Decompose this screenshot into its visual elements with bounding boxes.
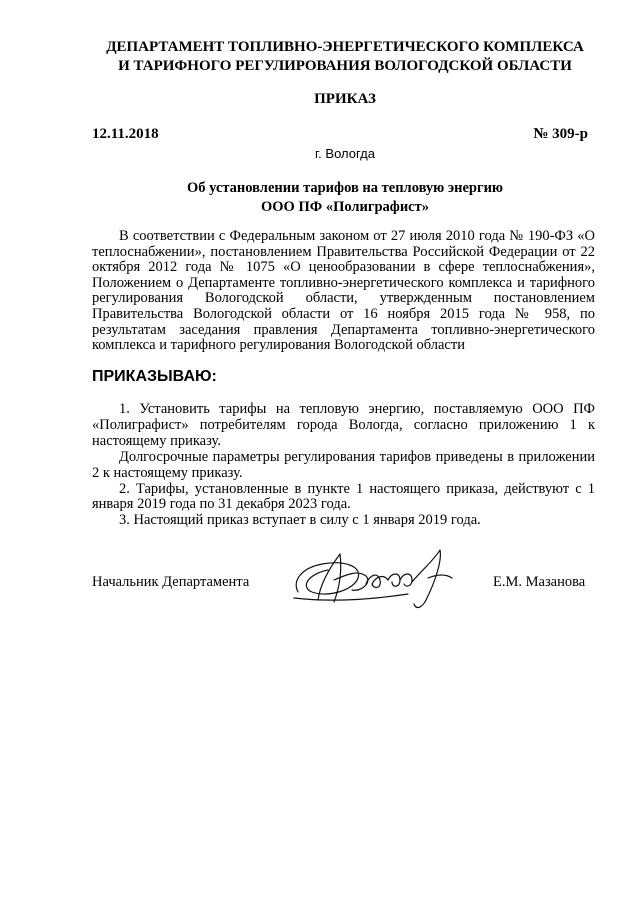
handwritten-signature xyxy=(288,540,478,615)
decree-word: ПРИКАЗЫВАЮ: xyxy=(92,368,217,385)
order-title: ПРИКАЗ xyxy=(314,91,376,107)
signer-position: Начальник Департамента xyxy=(92,574,250,590)
header-line-1: ДЕПАРТАМЕНТ ТОПЛИВНО-ЭНЕРГЕТИЧЕСКОГО КОМПЛЕКСА xyxy=(106,39,584,55)
order-city: г. Вологда xyxy=(315,146,375,161)
order-item: 2. Тарифы, установленные в пункте 1 настоящего приказа, действуют с 1 января 2019 года по 31 декабря 2023 года. xyxy=(92,480,595,513)
header-line-2: И ТАРИФНОГО РЕГУЛИРОВАНИЯ ВОЛОГОДСКОЙ ОБЛАСТИ xyxy=(118,58,572,74)
preamble-text: В соответствии с Федеральным законом от 27 июля 2010 года № 190-ФЗ «О теплоснабжении», постановлением Правительства Российской Федерации от 22 октября 2012 года № 1075 «О ценообразовании в сфере теплоснабжения», Положением о Департаменте топливно-энергетического комплекса и тарифного регулирования Вологодской области, утвержденным постановлением Правительства Вологодской области от 16 ноября 2015 года № 958, по результатам заседания правления Департамента топливно-энергетического комплекса и тарифного регулирования Вологодской области xyxy=(92,228,595,354)
order-subject xyxy=(60,179,630,217)
order-items xyxy=(92,402,595,529)
preamble-paragraph xyxy=(92,229,595,354)
order-item: 3. Настоящий приказ вступает в силу с 1 января 2019 года. xyxy=(119,512,481,529)
department-header xyxy=(60,38,630,76)
order-number: № 309-р xyxy=(533,126,588,142)
subject-line-1: Об установлении тарифов на тепловую энергию xyxy=(186,180,504,196)
order-item: 1. Установить тарифы на тепловую энергию, поставляемую ООО ПФ «Полиграфист» потребителям города Вологда, согласно приложению 1 к настоящему приказу. xyxy=(92,401,595,449)
signer-name: Е.М. Мазанова xyxy=(493,574,586,590)
order-date: 12.11.2018 xyxy=(92,126,159,142)
subject-line-2: ООО ПФ «Полиграфист» xyxy=(261,199,429,215)
order-item: Долгосрочные параметры регулирования тарифов приведены в приложении 2 к настоящему приказу. xyxy=(92,448,595,481)
